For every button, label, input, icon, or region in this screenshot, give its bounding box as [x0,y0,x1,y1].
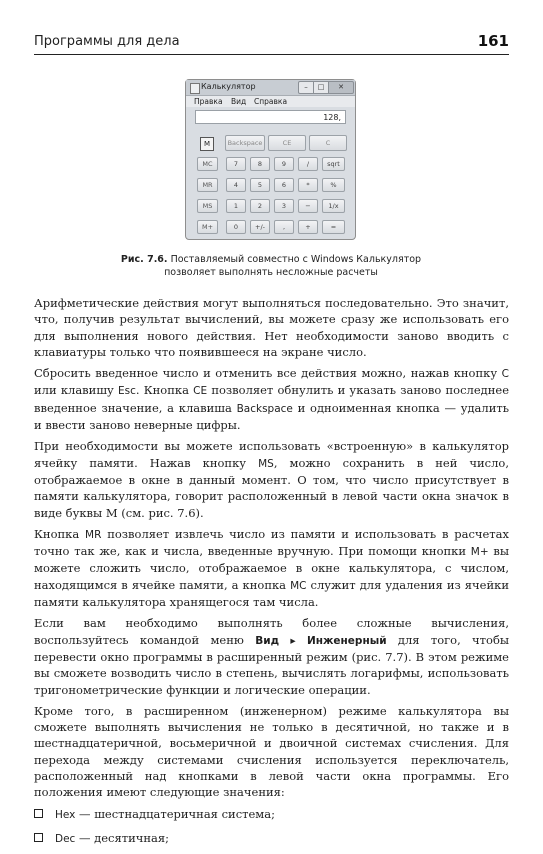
key-5: 5 [250,178,270,192]
checkbox-bullet-icon [34,833,43,842]
backspace-button: Backspace [225,135,265,151]
calculator-app-icon [190,83,200,94]
key-9: 9 [274,157,294,171]
body-text [34,295,509,854]
key-reciprocal: 1/x [322,199,345,213]
paragraph: Арифметические действия могут выполняться последовательно. Это значит, что, получив результат вычислений, вы можете сразу же использовать его для выполнения нового действия. Нет необходимости заново вводить с клавиатуры только что появившееся на экране число. [34,296,509,359]
key-2: 2 [250,199,270,213]
menu-view: Вид [231,97,247,106]
key-minus: − [298,199,318,213]
key-decimal: , [274,220,294,234]
mr-button: MR [197,178,218,192]
caption-label: Рис. 7.6. [120,254,168,265]
paragraph: Кроме того, в расширенном (инженерном) режиме калькулятора вы сможете выполнять вычисления не только в десятичной, но также и в шестнадцатеричной, восьмеричной и двоичной системах счисления. Для перехода между системами счисления используется переключатель, расположенный над кнопками в левой части окна программы. Его положения имеют следующие значения: [34,703,509,800]
calculator-menubar [186,96,355,107]
paragraph: Сбросить введенное число и отменить все действия можно, нажав кнопку C или клавишу Esc. Кнопка CE позволяет обнулить и указать заново последнее введенное значение, а клавиша Backspace и одноименная кнопка — удалить и ввести заново неверные цифры. [34,366,510,433]
key-sqrt: sqrt [322,157,345,171]
menu-edit: Правка [194,97,223,106]
key-percent: % [322,178,345,192]
key-multiply: * [298,178,318,192]
m-plus-button: M+ [197,220,218,234]
key-7: 7 [226,157,246,171]
paragraph: При необходимости вы можете использовать «встроенную» в калькулятор ячейку памяти. Нажав кнопку MS, можно сохранить в ней число, отображаемое в окне в данный момент. О том, что число присутствует в памяти калькулятора, говорит расположенный в левой части окна значок в виде буквы М (см. рис. 7.6). [34,439,509,520]
key-8: 8 [250,157,270,171]
caption-text: Поставляемый совместно с Windows Калькулятор позволяет выполнять несложные расчеты [164,254,422,278]
section-title: Программы для дела [34,34,180,49]
key-equals: = [322,220,345,234]
key-1: 1 [226,199,246,213]
key-sign: +/- [250,220,270,234]
menu-help: Справка [254,97,288,106]
running-header [34,32,509,55]
key-4: 4 [226,178,246,192]
c-button: C [309,135,347,151]
paragraph: Если вам необходимо выполнять более сложные вычисления, воспользуйтесь командой меню Вид ▸ Инженерный для того, чтобы перевести окно программы в расширенный режим (рис. 7.7). В этом режиме вы сможете возводить число в степень, вычислять логарифмы, использовать тригонометрические функции и логические операции. [34,616,510,697]
calculator-title: Калькулятор [201,82,256,91]
close-icon: ✕ [328,81,354,94]
calculator-titlebar [186,80,355,96]
page-number: 161 [477,32,509,50]
figure-caption [104,253,438,279]
key-plus: + [298,220,318,234]
calculator-display: 128, [195,110,346,124]
ms-button: MS [197,199,218,213]
list-item: Dec — десятичная; [34,830,509,847]
maximize-icon: □ [313,81,329,94]
key-3: 3 [274,199,294,213]
key-divide: / [298,157,318,171]
key-6: 6 [274,178,294,192]
memory-indicator: M [200,137,214,151]
checkbox-bullet-icon [34,809,43,818]
paragraph: Кнопка MR позволяет извлечь число из памяти и использовать в расчетах точно так же, как и числа, введенные вручную. При помощи кнопки M+ вы можете сложить число, отображаемое в окне калькулятора, с числом, находящимся в ячейке памяти, а кнопка MC служит для удаления из ячейки памяти калькулятора хранящегося там числа. [34,526,510,610]
key-0: 0 [226,220,246,234]
ce-button: CE [268,135,306,151]
calculator-figure [185,79,356,240]
minimize-icon: – [298,81,314,94]
bullet-list [34,806,509,848]
mc-button: MC [197,157,218,171]
list-item: Hex — шестнадцатеричная система; [34,806,509,823]
